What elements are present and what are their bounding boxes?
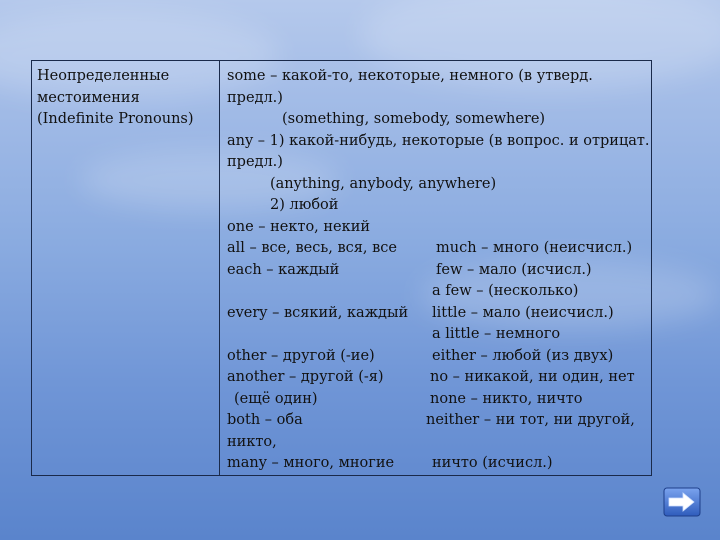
content-line: one – некто, некий <box>227 219 371 235</box>
content-line: предл.) <box>227 90 283 106</box>
content-line: neither – ни тот, ни другой, <box>426 412 635 428</box>
content-line: few – мало (исчисл.) <box>436 262 592 278</box>
arrow-right-icon <box>663 487 701 517</box>
table-cell-content <box>220 61 651 475</box>
table-cell-heading <box>32 61 220 475</box>
content-line: (ещё один) <box>234 391 318 407</box>
content-line: ничто (исчисл.) <box>432 455 553 471</box>
content-line: none – никто, ничто <box>430 391 583 407</box>
content-line: a little – немного <box>432 326 561 342</box>
next-slide-button[interactable] <box>663 487 701 517</box>
content-line: many – много, многие <box>227 455 395 471</box>
content-line: some – какой-то, некоторые, немного (в утверд. <box>227 68 593 84</box>
heading-line: (Indefinite Pronouns) <box>37 111 194 127</box>
heading-line: местоимения <box>37 89 140 106</box>
content-line: another – другой (-я) <box>227 369 384 385</box>
content-line: никто, <box>227 434 277 450</box>
content-line: (something, somebody, somewhere) <box>282 111 546 127</box>
content-line: (anything, anybody, anywhere) <box>270 176 497 192</box>
content-line: no – никакой, ни один, нет <box>430 369 635 385</box>
content-line: both – оба <box>227 412 303 428</box>
content-line: much – много (неисчисл.) <box>436 240 633 256</box>
content-line: 2) любой <box>270 197 339 213</box>
heading-line: Неопределенные <box>37 68 170 84</box>
pronouns-table <box>31 60 652 476</box>
content-line: each – каждый <box>227 262 340 278</box>
content-line: either – любой (из двух) <box>432 348 614 364</box>
content-line: other – другой (-ие) <box>227 348 375 364</box>
content-line: all – все, весь, вся, все <box>227 240 397 256</box>
content-line: a few – (несколько) <box>432 283 579 299</box>
content-line: every – всякий, каждый <box>227 305 409 321</box>
content-line: предл.) <box>227 154 283 170</box>
content-line: any – 1) какой-нибудь, некоторые (в вопрос. и отрицат. <box>227 133 650 149</box>
content-line: little – мало (неисчисл.) <box>432 305 614 321</box>
